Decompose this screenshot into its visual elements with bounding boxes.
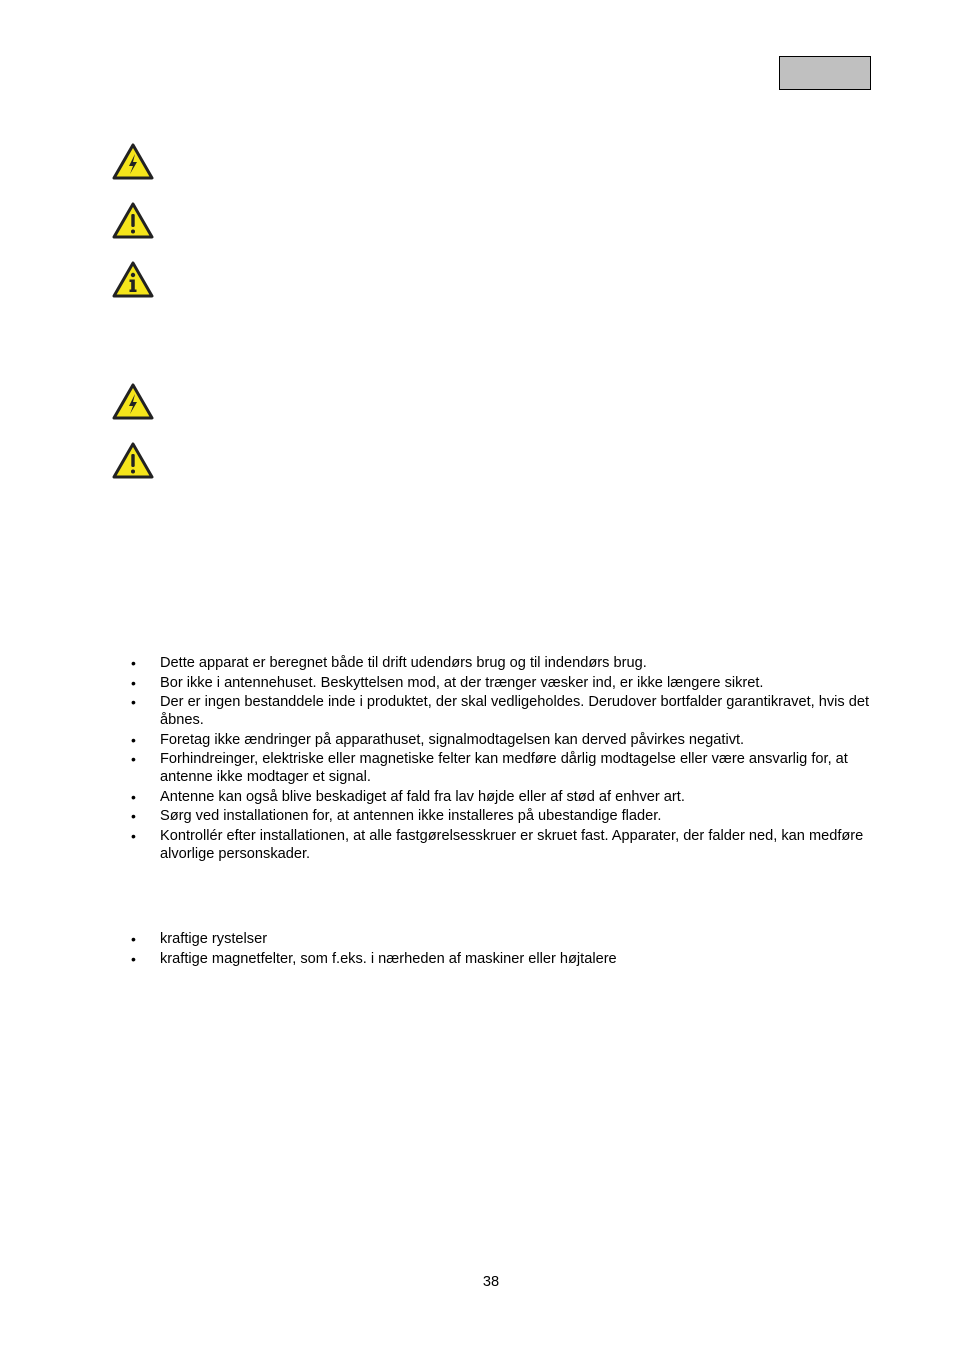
exclamation-warning-icon: [111, 201, 155, 241]
list-item: • Sørg ved installationen for, at antennen ikke installeres på ubestandige flader.: [131, 808, 662, 824]
list-item: • Dette apparat er beregnet både til drift udendørs brug og til indendørs brug.: [131, 655, 647, 671]
avoid-conditions-list: [0, 930, 954, 969]
list-item: • Forhindreinger, elektriske eller magnetiske felter kan medføre dårlig modtagelse eller være ansvarlig for, at antenne ikke modtager et signal.: [131, 751, 848, 785]
list-item: • Der er ingen bestanddele inde i produktet, der skal vedligeholdes. Derudover bortfalder garantikravet, hvis det åbnes.: [131, 694, 870, 728]
info-icon: [111, 260, 155, 300]
list-item: • Antenne kan også blive beskadiget af fald fra lav højde eller af stød af enhver art.: [131, 788, 685, 805]
lightning-warning-icon: [111, 382, 155, 422]
page-number: 38: [482, 1274, 500, 1290]
list-item: • kraftige magnetfelter, som f.eks. i nærheden af maskiner eller højtalere: [131, 950, 617, 967]
list-item: • Kontrollér efter installationen, at alle fastgørelsesskruer er skruet fast. Apparater, der falder ned, kan medføre alvorlige personskader.: [131, 827, 864, 862]
list-item: • kraftige rystelser: [131, 931, 268, 947]
exclamation-warning-icon: [111, 441, 155, 481]
safety-instructions-list: [0, 654, 954, 864]
lightning-warning-icon: [111, 142, 155, 182]
list-item: • Foretag ikke ændringer på apparathuset, signalmodtagelsen kan derved påvirkes negativt.: [131, 731, 745, 748]
language-tab-box: [779, 56, 871, 90]
list-item: • Bor ikke i antennehuset. Beskyttelsen mod, at der trænger væsker ind, er ikke længere sikret.: [131, 674, 764, 691]
